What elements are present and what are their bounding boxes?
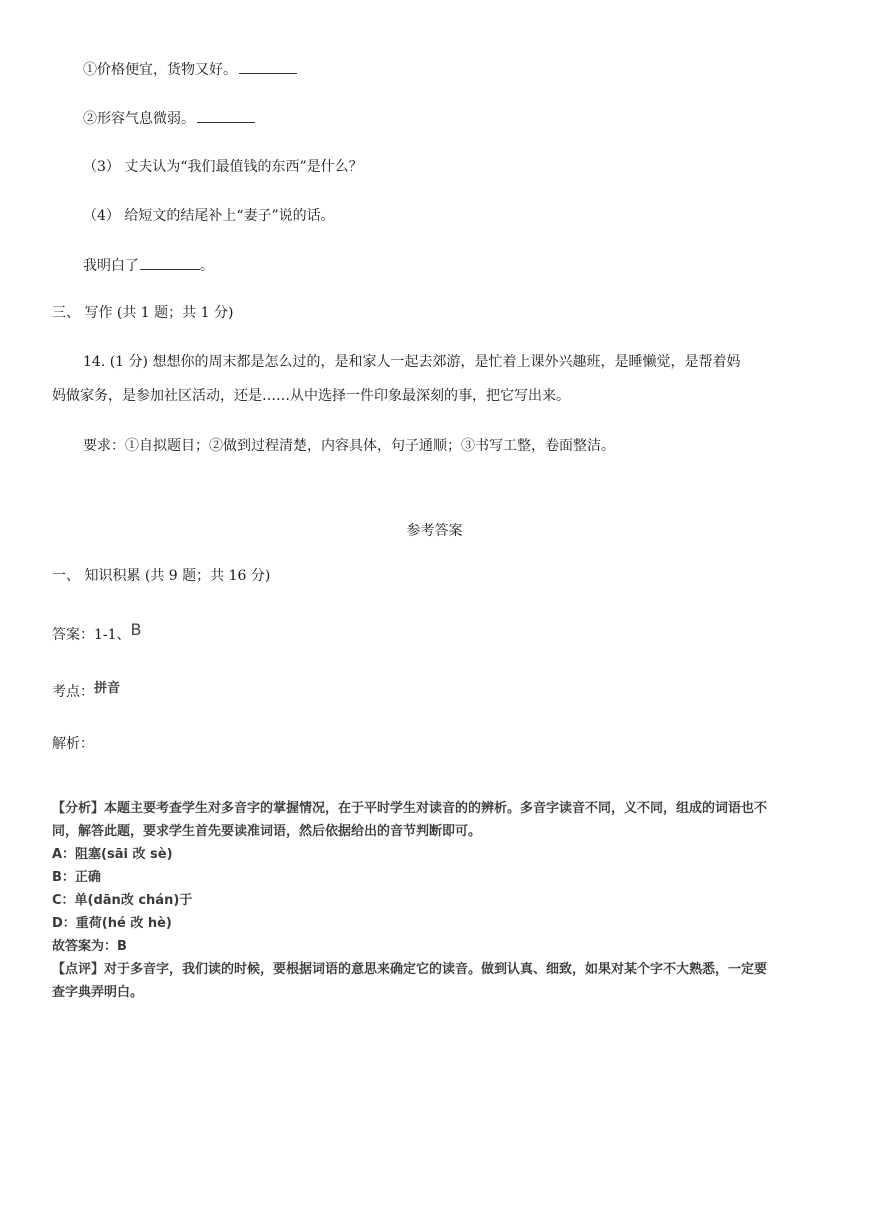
answer-suffix: 。: [200, 258, 214, 274]
analysis-line: D：重荷(hé 改 hè): [52, 916, 172, 931]
answer-value: B: [130, 620, 142, 639]
answer-blank[interactable]: [197, 109, 255, 123]
idiom-item-1: [83, 60, 297, 79]
writing-requirements: 要求：①自拟题目；②做到过程清楚，内容具体，句子通顺；③书写工整，卷面整洁。: [83, 438, 615, 454]
question-14-line-2: 妈做家务，是参加社区活动，还是……从中选择一件印象最深刻的事，把它写出来。: [52, 388, 570, 404]
question-14-line-1: 14. (1 分) 想想你的周末都是怎么过的，是和家人一起去郊游，是忙着上课外兴趣班，是睡懒觉，是帮着妈: [83, 354, 741, 370]
analysis-block: [52, 797, 822, 1004]
analysis-line: A：阻塞(sāi 改 sè): [52, 847, 173, 862]
analysis-line: 同，解答此题，要求学生首先要读准词语，然后依据给出的音节判断即可。: [52, 824, 482, 839]
kaodian-value: 拼音: [94, 681, 121, 696]
idiom-item-2: [83, 109, 255, 128]
analysis-line: 【点评】对于多音字，我们读的时候，要根据词语的意思来确定它的读音。做到认真、细致，如果对某个字不大熟悉，一定要: [52, 962, 768, 977]
answer-blank[interactable]: [140, 256, 200, 270]
analysis-line: 故答案为：B: [52, 939, 127, 954]
answer-key-title: 参考答案: [406, 523, 463, 539]
kaodian-row: [52, 683, 120, 702]
question-3: （3） 丈夫认为“我们最值钱的东西”是什么？: [83, 159, 363, 175]
analysis-line: B：正确: [52, 870, 101, 885]
answer-blank[interactable]: [239, 60, 297, 74]
analysis-line: C：单(dān改 chán)于: [52, 893, 193, 908]
answer-prefix: 我明白了: [83, 258, 139, 274]
idiom-item-1-text: ①价格便宜，货物又好。: [83, 62, 237, 78]
analysis-line: 查字典弄明白。: [52, 985, 144, 1000]
question-4: （4） 给短文的结尾补上“妻子”说的话。: [83, 208, 335, 224]
question-4-answer: [83, 256, 214, 275]
kaodian-label: 考点：: [52, 684, 94, 700]
analysis-line: 【分析】本题主要考查学生对多音字的掌握情况，在于平时学生对读音的的辨析。多音字读音不同，义不同，组成的词语也不: [52, 801, 768, 816]
jiexi-label: 解析：: [52, 736, 94, 752]
section-3-heading: 三、 写作 (共 1 题；共 1 分): [52, 305, 234, 321]
idiom-item-2-text: ②形容气息微弱。: [83, 111, 195, 127]
answer-label: 答案：1-1、: [52, 627, 131, 643]
answer-row: [52, 620, 142, 644]
answer-section-1-heading: 一、 知识积累 (共 9 题；共 16 分): [52, 568, 271, 584]
